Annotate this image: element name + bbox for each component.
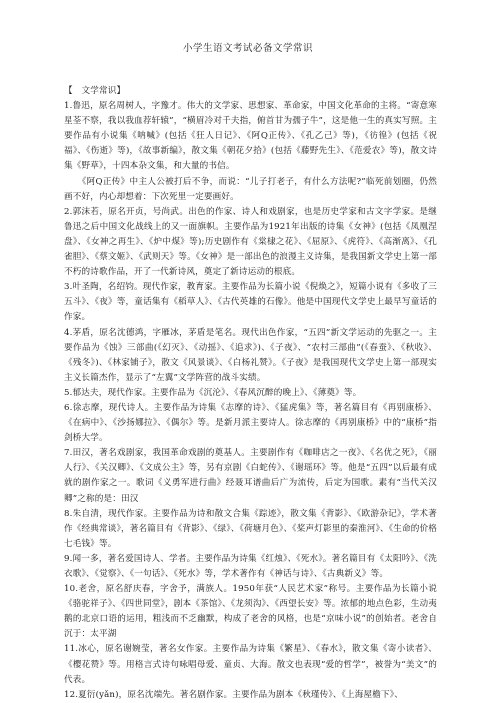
paragraph-lu-xun: 1.鲁迅，原名周树人，字豫才。伟大的文学家、思想家、革命家，中国文化革命的主将。“寄意寒星荃不察，我以我血荐轩辕”，“横眉冷对千夫指，俯首甘为孺子牛”，这是他一生的真实写照。主要作品有小说集《呐喊》(包括《狂人日记》、《阿Q正传》、《孔乙己》等)，《彷徨》(包括《祝福》、《伤逝》等)，《故事新编》，散文集《朝花夕拾》(包括《藤野先生》、《范爱农》等)，散文诗集《野草》，十四本杂文集，和大量的书信。 bbox=[64, 101, 437, 172]
paragraph-ye-shengtao: 3.叶圣陶，名绍钧。现代作家，教育家。主要作品为长篇小说《倪焕之》，短篇小说有《多收了三五斗》、《夜》等，童话集有《稻草人》、《古代英雄的石像》。他是中国现代文学史上最早写童话的作家。 bbox=[64, 282, 437, 323]
section-heading: 【 文学常识】 bbox=[64, 86, 126, 96]
paragraph-xu-zhimo: 6.徐志摩，现代诗人。主要作品为诗集《志摩的诗》、《猛虎集》等，著名篇目有《再别康桥》、《在病中》、《沙扬娜拉》、《偶尔》等。是新月派主要诗人。徐志摩的《再别康桥》中的“康桥”指剑桥大学。 bbox=[64, 402, 437, 444]
document-title: 小学生语文考试必备文学常识 bbox=[182, 43, 313, 54]
paragraph-guo-moruo: 2.郭沫若，原名开贞，号尚武。出色的作家、诗人和戏剧家，也是历史学家和古文字学家。是继鲁迅之后中国文化战线上的又一面旗帜。主要作品为1921年出版的诗集《女神》(包括《凤凰涅盘》、《女神之再生》、《炉中煤》等);历史剧作有《棠棣之花》、《屈原》、《虎符》、《高渐离》、《孔雀胆》、《蔡文姬》、《武则天》等。《女神》是一部出色的浪漫主义诗集，是我国新文学史上第一部不朽的诗歌作品，开了一代新诗风，奠定了新诗运动的根底。 bbox=[64, 206, 437, 278]
document-body bbox=[64, 84, 446, 703]
paragraph-bing-xin: 11.冰心，原名谢婉莹，著名女作家。主要作品为诗集《繁星》、《春水》，散文集《寄小读者》、《樱花赞》等。用格言式诗句咏唱母爱、童贞、大海。散文也表现“爱的哲学”，被誉为“美文”的代表。 bbox=[64, 644, 437, 685]
paragraph-lao-she: 10.老舍，原名舒庆春，字舍予，满族人。1950年获“人民艺术家”称号。主要作品为长篇小说《骆驼祥子》、《四世同堂》，剧本《茶馆》、《龙须沟》、《西望长安》等。浓郁的地点色彩，生动夷鹅的北京口语的运用，粗浅而不乏幽默，构成了老舍的风格，也是“京味小说”的创始者。老舍自沉于：太平湖 bbox=[64, 584, 437, 640]
paragraph-mao-dun: 4.茅盾，原名沈德鸿，字雁冰，茅盾是笔名。现代出色作家，“五四”新文学运动的先驱之一。主要作品为《蚀》三部曲(《幻灭》、《动摇》、《追求》)、《子夜》、“农村三部曲”(《春蚕》、《秋收》、《残冬》)、《林家铺子》，散文《风景谈》、《白杨礼赞》。《子夜》是我国现代文学史上第一部现实主义长篇杰作，显示了“左翼”文学阵营的战斗实绩。 bbox=[64, 327, 437, 383]
paragraph-yu-dafu: 5.郁达夫，现代作家。主要作品为《沉沦》、《春风沉醉的晚上》、《薄奠》等。 bbox=[64, 387, 362, 398]
paragraph-zhu-ziqing: 8.朱自清，现代作家。主要作品为诗和散文合集《踪迹》，散文集《背影》、《欧游杂记》，学术著作《经典常谈》，著名篇目有《背影》、《绿》、《荷塘月色》、《桨声灯影里的秦淮河》、《生命的价格 七毛钱》等。 bbox=[64, 508, 446, 549]
paragraph-ah-q: 《阿Q正传》中主人公被打后不争，而说：“儿子打老子，有什么方法呢?”临死前划圈，仍然画不好，内心却想着：下次死里一定要画好。 bbox=[64, 176, 437, 202]
paragraph-tian-han: 7.田汉，著名戏剧家，我国革命戏剧的奠基人。主要剧作有《咖啡店之一夜》、《名优之死》，《丽人行》、《关汉卿》、《文成公主》等，另有京剧《白蛇传》、《谢瑶环》等。他是“五四”以后最有成就的剧作家之一。歌词《义勇军进行曲》经聂耳谱曲后广为流传，后定为国歌。素有“当代关汉卿”之称的是：田汉 bbox=[64, 448, 437, 504]
paragraph-wen-yiduo: 9.闻一多，著名爱国诗人、学者。主要作品为诗集《红烛》、《死水》。著名篇目有《太阳吟》、《洗衣歌》、《觉察》、《一句话》、《死水》等，学术著作有《神话与诗》、《古典新义》等。 bbox=[64, 553, 437, 579]
paragraph-xia-yan: 12.夏衍(yǎn)，原名沈端先。著名剧作家。主要作品为剧本《秋瑾传》、《上海屋檐下》、 bbox=[64, 689, 403, 700]
